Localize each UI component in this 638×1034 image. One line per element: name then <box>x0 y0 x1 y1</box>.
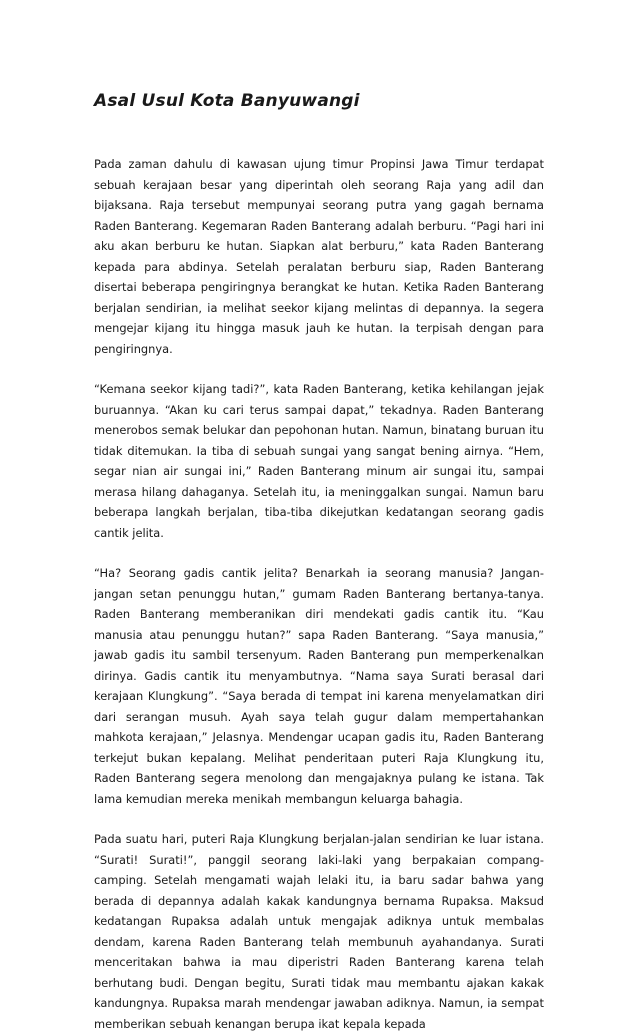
paragraph: “Kemana seekor kijang tadi?”, kata Raden Banterang, ketika kehilangan jejak buruannya. “Akan ku cari terus sampai dapat,” tekadnya. Raden Banterang menerobos semak belukar dan pepohonan hutan. Namun, binatang buruan itu tidak ditemukan. Ia tiba di sebuah sungai yang sangat bening airnya. “Hem, segar nian air sungai ini,” Raden Banterang minum air sungai itu, sampai merasa hilang dahaganya. Setelah itu, ia meninggalkan sungai. Namun baru beberapa langkah berjalan, tiba-tiba dikejutkan kedatangan seorang gadis cantik jelita. <box>94 382 544 540</box>
document-title: Asal Usul Kota Banyuwangi <box>94 91 360 111</box>
paragraph: Pada suatu hari, puteri Raja Klungkung berjalan-jalan sendirian ke luar istana. “Surati! Surati!”, panggil seorang laki-laki yang berpakaian compang-camping. Setelah mengamati wajah lelaki itu, ia baru sadar bahwa yang berada di depannya adalah kakak kandungnya bernama Rupaksa. Maksud kedatangan Rupaksa adalah untuk mengajak adiknya untuk membalas dendam, karena Raden Banterang telah membunuh ayahandanya. Surati menceritakan bahwa ia mau diperistri Raden Banterang karena telah berhutang budi. Dengan begitu, Surati tidak mau membantu ajakan kakak kandungnya. Rupaksa marah mendengar jawaban adiknya. Namun, ia sempat memberikan sebuah kenangan berupa ikat kepala kepada <box>94 832 544 1031</box>
paragraph: Pada zaman dahulu di kawasan ujung timur Propinsi Jawa Timur terdapat sebuah kerajaan besar yang diperintah oleh seorang Raja yang adil dan bijaksana. Raja tersebut mempunyai seorang putra yang gagah bernama Raden Banterang. Kegemaran Raden Banterang adalah berburu. “Pagi hari ini aku akan berburu ke hutan. Siapkan alat berburu,” kata Raden Banterang kepada para abdinya. Setelah peralatan berburu siap, Raden Banterang disertai beberapa pengiringnya berangkat ke hutan. Ketika Raden Banterang berjalan sendirian, ia melihat seekor kijang melintas di depannya. Ia segera mengejar kijang itu hingga masuk jauh ke hutan. Ia terpisah dengan para pengiringnya. <box>94 157 544 356</box>
paragraph: “Ha? Seorang gadis cantik jelita? Benarkah ia seorang manusia? Jangan-jangan setan penunggu hutan,” gumam Raden Banterang bertanya-tanya. Raden Banterang memberanikan diri mendekati gadis cantik itu. “Kau manusia atau penunggu hutan?” sapa Raden Banterang. “Saya manusia,” jawab gadis itu sambil tersenyum. Raden Banterang pun memperkenalkan dirinya. Gadis cantik itu menyambutnya. “Nama saya Surati berasal dari kerajaan Klungkung”. “Saya berada di tempat ini karena menyelamatkan diri dari serangan musuh. Ayah saya telah gugur dalam mempertahankan mahkota kerajaan,” Jelasnya. Mendengar ucapan gadis itu, Raden Banterang terkejut bukan kepalang. Melihat penderitaan puteri Raja Klungkung itu, Raden Banterang segera menolong dan mengajaknya pulang ke istana. Tak lama kemudian mereka menikah membangun keluarga bahagia. <box>94 566 544 806</box>
